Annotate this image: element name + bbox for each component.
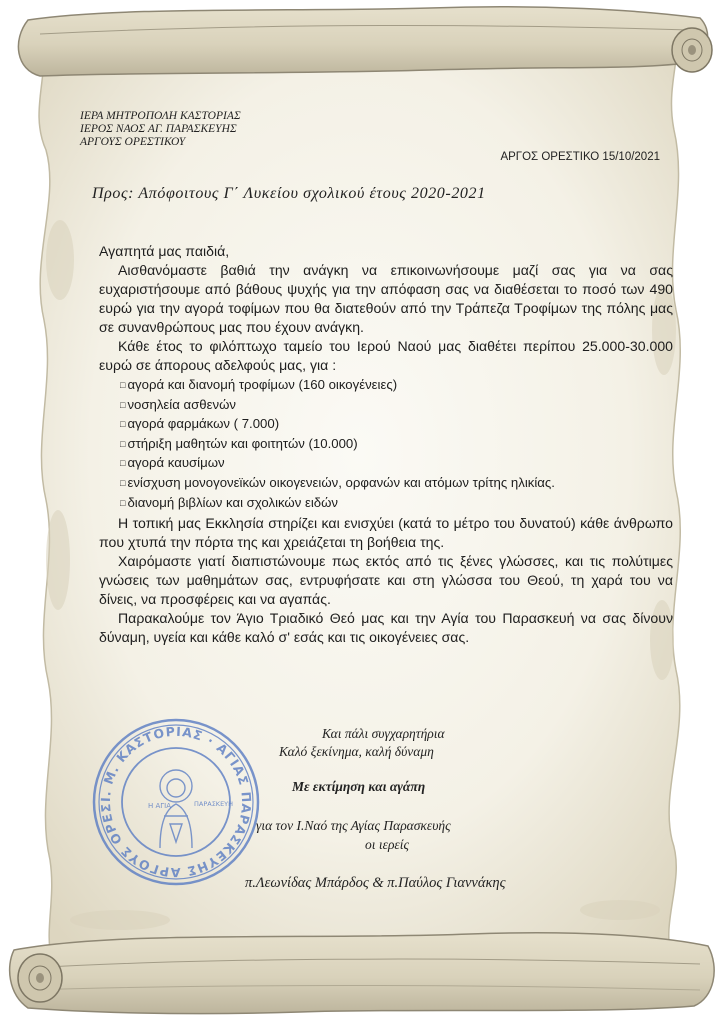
closing-for-church: για τον Ι.Ναό της Αγίας Παρασκευής bbox=[256, 818, 451, 833]
recipient-line: Προς: Απόφοιτους Γ΄ Λυκείου σχολικού έτους 2020-2021 bbox=[92, 185, 486, 202]
stamp-ring-text: Ι. Μ. ΚΑΣΤΟΡΙΑΣ · ΑΓΙΑΣ ΠΑΡΑΣΚΕΥΗΣ ΑΡΓΟΥΣ ΟΡΕΣ bbox=[97, 723, 255, 881]
closing-priests: οι ιερείς bbox=[365, 837, 409, 852]
list-item: □ νοσηλεία ασθενών bbox=[120, 396, 673, 416]
paragraph-prayer: Παρακαλούμε τον Άγιο Τριαδικό Θεό μας και την Αγία του Παρασκευή να σας δίνουν δύναμη, υγεία και κάθε καλό σ' εσάς και τις οικογένειες σας. bbox=[99, 610, 673, 646]
list-item: □ ενίσχυση μονογονεϊκών οικογενειών, ορφανών και ατόμων τρίτης ηλικίας. bbox=[120, 474, 673, 494]
expense-list bbox=[120, 376, 673, 513]
date-line: ΑΡΓΟΣ ΟΡΕΣΤΙΚΟ 15/10/2021 bbox=[500, 151, 660, 163]
list-item: □ αγορά φαρμάκων ( 7.000) bbox=[120, 415, 673, 435]
list-item: □ αγορά καυσίμων bbox=[120, 454, 673, 474]
sender-block bbox=[80, 110, 241, 149]
closing-regards: Με εκτίμηση και αγάπη bbox=[292, 779, 426, 794]
sender-line-2: ΙΕΡΟΣ ΝΑΟΣ ΑΓ. ΠΑΡΑΣΚΕΥΗΣ bbox=[80, 123, 237, 135]
greeting: Αγαπητά μας παιδιά, bbox=[99, 243, 230, 259]
list-item: □ διανομή βιβλίων και σχολικών ειδών bbox=[120, 494, 673, 514]
sender-line-1: ΙΕΡΑ ΜΗΤΡΟΠΟΛΗ ΚΑΣΤΟΡΙΑΣ bbox=[80, 110, 241, 122]
closing-good-start: Καλό ξεκίνημα, καλή δύναμη bbox=[279, 744, 434, 759]
stamp-inner-right: ΠΑΡΑΣΚΕΥΗ bbox=[194, 800, 234, 808]
paragraph-local-church: Η τοπική μας Εκκλησία στηρίζει και ενισχύει (κατά το μέτρο του δυνατού) κάθε άνθρωπο που χτυπά την πόρτα της και χρειάζεται τη βοήθεια της. bbox=[99, 515, 673, 551]
letter-body bbox=[99, 242, 673, 647]
paragraph-joy: Χαιρόμαστε γιατί διαπιστώνουμε πως εκτός από τις ξένες γλώσσες, και τις πολύτιμες γνώσεις των μαθημάτων σας, εντρυφήσατε και στη γλώσσα του Θεού, τη χαρά του να δίνεις, να προσφέρεις και να αγαπάς. bbox=[99, 553, 673, 608]
signatories: π.Λεωνίδας Μπάρδος & π.Παύλος Γιαννάκης bbox=[245, 875, 506, 891]
paragraph-charity-fund: Κάθε έτος το φιλόπτωχο ταμείο του Ιερού Ναού μας διαθέτει περίπου 25.000-30.000 ευρώ σε άπορους αδελφούς μας, για : bbox=[99, 338, 673, 373]
list-item: □ στήριξη μαθητών και φοιτητών (10.000) bbox=[120, 435, 673, 455]
stamp-inner-left: Η ΑΓΙΑ bbox=[148, 802, 172, 810]
church-stamp bbox=[90, 716, 262, 888]
list-item: □ αγορά και διανομή τροφίμων (160 οικογένειες) bbox=[120, 376, 673, 396]
paragraph-thanks: Αισθανόμαστε βαθιά την ανάγκη να επικοινωνήσουμε μαζί σας για να σας ευχαριστήσουμε από βάθους ψυχής για την απόφαση σας να διαθέσεται το ποσό των 490 ευρώ για την αγορά τοφίμων που θα διατεθούν από την Τράπεζα Τροφίμων της πόλης μας σε συνανθρώπους μας που έχουν ανάγκη. bbox=[99, 262, 673, 335]
closing-congrats: Και πάλι συγχαρητήρια bbox=[322, 726, 445, 741]
sender-line-3: ΑΡΓΟΥΣ ΟΡΕΣΤΙΚΟΥ bbox=[80, 136, 186, 148]
